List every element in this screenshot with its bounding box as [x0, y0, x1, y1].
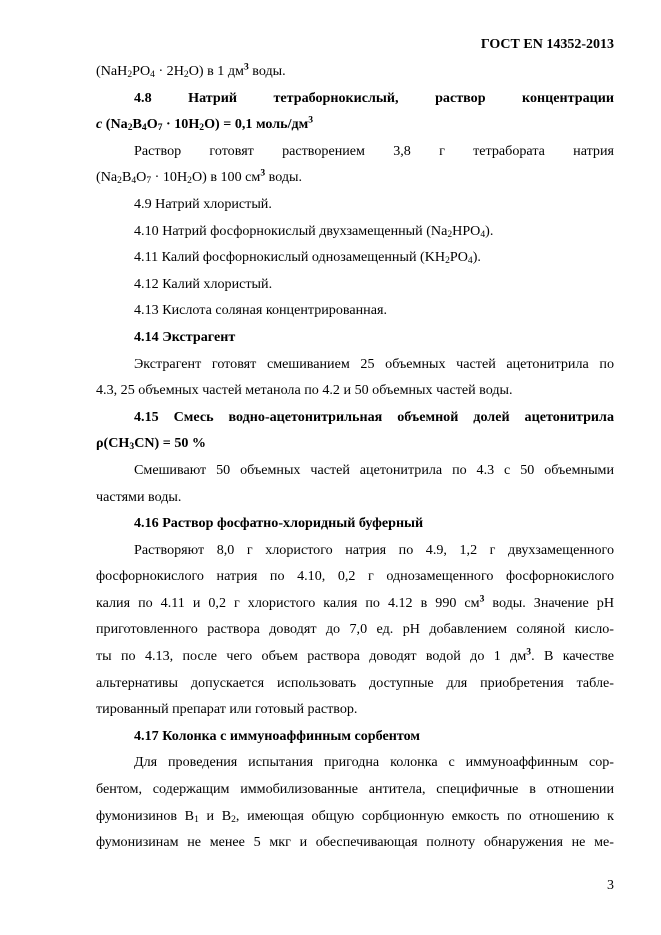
line-4-7-continuation: $(NaH_2PO_4 \cdot 2H_2O)$ в 1 $дм^3$ воды.	[96, 61, 286, 81]
section-4-17-line3: фумонизинов $B_1$ и $B_2$, имеющая общую сорбционную емкость по отношению к	[96, 807, 614, 825]
section-4-14-line2: 4.3, 25 объемных частей метанола по 4.2 и 50 объемных частей воды.	[96, 382, 513, 399]
item-4-9: 4.9 Натрий хлористый.	[134, 195, 272, 212]
section-4-17-line4: фумонизинам не менее 5 мкг и обеспечивающая полноту обнаружения не ме-	[96, 834, 614, 851]
section-4-16-line3: калия по 4.11 и 0,2 г хлористого калия по 4.12 в 990 $см^3$ воды. Значение pH	[96, 593, 614, 611]
section-4-16-line4: приготовленного раствора доводят до 7,0 ед. pH добавлением соляной кисло-	[96, 621, 614, 638]
section-4-17-line2: бентом, содержащим иммобилизованные антитела, специфичные в отношении	[96, 781, 614, 798]
page-number: 3	[607, 878, 614, 893]
section-4-14-heading: 4.14 Экстрагент	[134, 328, 236, 345]
section-4-16-heading: 4.16 Раствор фосфатно-хлоридный буферный	[134, 515, 424, 532]
section-4-15-heading-line1: 4.15 Смесь водно-ацетонитрильная объемной долей ацетонитрила	[134, 408, 614, 425]
section-4-15-heading-line2: $\rho(CH_3CN) = 50$ %	[96, 435, 207, 453]
section-4-17-heading: 4.17 Колонка с иммуноаффинным сорбентом	[134, 727, 420, 744]
section-4-8-heading: 4.8 Натрий тетраборнокислый, раствор концентрации	[134, 89, 614, 106]
document-body	[96, 58, 614, 856]
section-4-15-line2: частями воды.	[96, 488, 182, 505]
item-4-12: 4.12 Калий хлористый.	[134, 275, 273, 292]
section-4-8-formula: c $(Na_2B_4O_7 \cdot 10H_2O) = 0,1$ моль/$дм^3$	[96, 114, 314, 134]
section-4-15-line1: Смешивают 50 объемных частей ацетонитрила по 4.3 с 50 объемными	[134, 461, 614, 478]
document-standard-header: ГОСТ EN 14352-2013	[480, 37, 614, 52]
section-4-14-line1: Экстрагент готовят смешиванием 25 объемных частей ацетонитрила по	[134, 355, 614, 372]
item-4-13: 4.13 Кислота соляная концентрированная.	[134, 302, 387, 319]
section-4-16-line5: ты по 4.13, после чего объем раствора доводят водой до 1 $дм^3$. В качестве	[96, 646, 615, 665]
section-4-16-line1: Растворяют 8,0 г хлористого натрия по 4.9, 1,2 г двухзамещенного	[134, 541, 614, 558]
item-4-11: 4.11 Калий фосфорнокислый однозамещенный $(KH_2PO_4)$.	[134, 249, 481, 267]
section-4-16-line2: фосфорнокислого натрия по 4.10, 0,2 г однозамещенного фосфорнокислого	[96, 568, 614, 585]
section-4-17-line1: Для проведения испытания пригодна колонка с иммуноаффинным сор-	[134, 754, 614, 771]
section-4-8-body-line2: $(Na_2B_4O_7 \cdot 10H_2O)$ в 100 $см^3$ воды.	[96, 168, 303, 187]
section-4-16-line7: тированный препарат или готовый раствор.	[96, 701, 358, 718]
item-4-10: 4.10 Натрий фосфорнокислый двухзамещенный $(Na_2HPO_4)$.	[134, 222, 494, 240]
section-4-16-line6: альтернативы допускается использовать доступные для приобретения табле-	[96, 674, 614, 691]
section-4-8-body-line1: Раствор готовят растворением 3,8 г тетрабората натрия	[134, 142, 614, 159]
